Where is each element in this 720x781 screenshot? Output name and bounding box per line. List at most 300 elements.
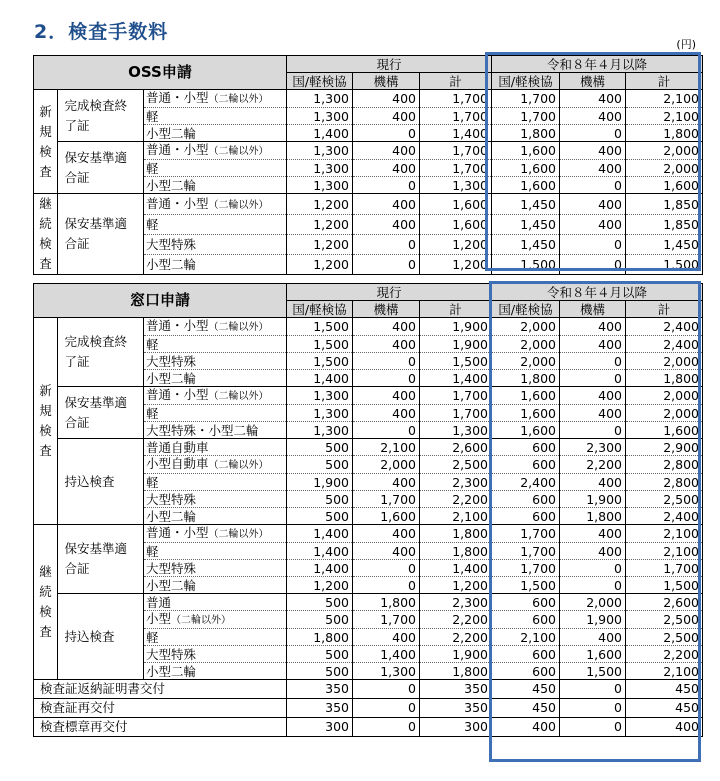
fee-value: 0 [353, 255, 420, 275]
fee-value: 0 [560, 718, 626, 737]
fee-value: 1,700 [420, 405, 492, 422]
vehicle-type [144, 90, 287, 108]
vehicle-type [144, 215, 287, 235]
fee-value: 400 [353, 142, 420, 160]
header-national: 国/軽検協 [287, 301, 353, 318]
fee-value: 1,800 [492, 125, 560, 142]
vehicle-type-note: （二輪以外） [208, 460, 269, 471]
vehicle-type [144, 194, 287, 215]
vehicle-type [144, 160, 287, 177]
vehicle-type-label: 小型 [146, 611, 172, 626]
fee-value: 400 [353, 474, 420, 491]
fee-value: 1,300 [287, 177, 353, 194]
vehicle-type [144, 439, 287, 456]
fee-value: 450 [626, 699, 703, 718]
vehicle-type [144, 353, 287, 370]
fee-value: 1,300 [420, 177, 492, 194]
vehicle-type [144, 611, 287, 629]
header-agency: 機構 [560, 73, 626, 90]
vehicle-type-label: 普通 [146, 594, 172, 610]
certificate-type-label: 持込検査 [64, 628, 115, 644]
fee-value: 600 [492, 611, 560, 629]
fee-value: 2,800 [626, 474, 703, 491]
vehicle-type [144, 336, 287, 353]
fee-value: 2,500 [420, 456, 492, 474]
fee-value: 1,600 [492, 422, 560, 439]
fee-value: 400 [353, 629, 420, 646]
fee-value: 450 [492, 680, 560, 699]
fee-value: 500 [287, 663, 353, 680]
vehicle-type-label: 普通・小型 [146, 387, 209, 402]
fee-value: 0 [353, 125, 420, 142]
fee-value: 1,500 [626, 577, 703, 594]
fee-value: 400 [560, 336, 626, 353]
fee-value: 2,200 [420, 611, 492, 629]
fee-value: 2,000 [626, 405, 703, 422]
table-row [34, 90, 703, 108]
fee-value: 1,800 [560, 508, 626, 525]
vehicle-type-label: 小型二輪 [146, 177, 197, 193]
fee-value: 1,200 [420, 577, 492, 594]
vehicle-type-note: （二輪以外） [208, 322, 269, 333]
fee-value: 1,700 [492, 525, 560, 543]
fee-value: 1,300 [420, 422, 492, 439]
certificate-type-label: 保安基準適合証 [64, 541, 128, 576]
fee-value: 0 [560, 353, 626, 370]
fee-value: 1,400 [287, 560, 353, 577]
vehicle-type-note: （二輪以外） [208, 94, 269, 105]
certificate-type-label: 完成検査終了証 [64, 97, 128, 133]
fee-value: 400 [560, 629, 626, 646]
vehicle-type [144, 108, 287, 125]
certificate-type-label: 保安基準適合証 [64, 149, 128, 185]
vehicle-type-label: 小型二輪 [146, 577, 197, 593]
vehicle-type-label: 大型特殊 [146, 237, 197, 253]
fee-value: 1,700 [492, 543, 560, 560]
fee-value: 0 [353, 353, 420, 370]
fee-value: 500 [287, 456, 353, 474]
page-title: 2．検査手数料 [34, 21, 169, 43]
fee-value: 1,400 [287, 525, 353, 543]
fee-value: 1,500 [420, 353, 492, 370]
vehicle-type-label: 小型二輪 [146, 370, 197, 386]
fee-value: 1,700 [353, 491, 420, 508]
unit-label: (円) [676, 38, 696, 51]
vehicle-type-label: 軽 [146, 405, 159, 421]
fee-value: 1,400 [287, 543, 353, 560]
fee-value: 450 [626, 680, 703, 699]
header-total: 計 [420, 301, 492, 318]
header-national: 国/軽検協 [287, 73, 353, 90]
vehicle-type [144, 422, 287, 439]
inspection-category [34, 90, 58, 194]
vehicle-type-label: 大型特殊 [146, 646, 197, 662]
vehicle-type-label: 軽 [146, 160, 159, 176]
fee-value: 0 [353, 718, 420, 737]
fee-value: 400 [353, 405, 420, 422]
fee-value: 1,200 [287, 255, 353, 275]
fee-value: 300 [420, 718, 492, 737]
fee-value: 1,600 [626, 422, 703, 439]
fee-value: 2,100 [492, 629, 560, 646]
fee-value: 2,400 [492, 474, 560, 491]
inspection-category [34, 194, 58, 275]
fee-value: 1,700 [420, 387, 492, 405]
oss-fee-table [33, 55, 703, 275]
fee-value: 600 [492, 594, 560, 611]
fee-value: 1,800 [492, 370, 560, 387]
fee-value: 500 [287, 646, 353, 663]
fee-value: 400 [560, 108, 626, 125]
inspection-category-text: 新規検査 [39, 383, 52, 458]
vehicle-type [144, 577, 287, 594]
fee-value: 1,600 [492, 160, 560, 177]
vehicle-type [144, 560, 287, 577]
fee-item-label: 検査証返納証明書交付 [34, 680, 287, 699]
fee-value: 0 [560, 560, 626, 577]
header-national: 国/軽検協 [492, 301, 560, 318]
window-fee-table [33, 283, 703, 737]
fee-value: 1,700 [420, 160, 492, 177]
vehicle-type [144, 235, 287, 255]
fee-value: 1,800 [420, 525, 492, 543]
fee-value: 400 [353, 387, 420, 405]
vehicle-type-label: 軽 [146, 474, 159, 490]
fee-value: 1,900 [560, 611, 626, 629]
fee-value: 1,300 [287, 387, 353, 405]
fee-value: 1,700 [492, 560, 560, 577]
vehicle-type-note: （二輪以外） [208, 199, 269, 211]
fee-value: 600 [492, 646, 560, 663]
fee-value: 1,450 [626, 235, 703, 255]
fee-value: 600 [492, 508, 560, 525]
header-agency: 機構 [560, 301, 626, 318]
fee-value: 0 [353, 370, 420, 387]
fee-value: 1,700 [492, 108, 560, 125]
fee-value: 1,300 [287, 160, 353, 177]
inspection-category [34, 318, 58, 525]
fee-value: 0 [353, 422, 420, 439]
fee-value: 2,000 [353, 456, 420, 474]
vehicle-type-label: 軽 [146, 543, 159, 559]
fee-value: 1,600 [492, 142, 560, 160]
header-current: 現行 [287, 284, 492, 301]
certificate-type [58, 439, 144, 525]
fee-value: 0 [560, 177, 626, 194]
vehicle-type-note: （二輪以外） [208, 146, 269, 157]
vehicle-type [144, 474, 287, 491]
vehicle-type [144, 508, 287, 525]
fee-value: 2,500 [626, 491, 703, 508]
vehicle-type [144, 405, 287, 422]
fee-value: 2,200 [560, 456, 626, 474]
fee-value: 400 [626, 718, 703, 737]
fee-value: 1,700 [420, 142, 492, 160]
fee-value: 0 [560, 235, 626, 255]
vehicle-type-label: 軽 [146, 629, 159, 645]
fee-value: 1,400 [420, 560, 492, 577]
fee-value: 1,700 [420, 90, 492, 108]
fee-value: 2,200 [420, 491, 492, 508]
fee-value: 1,200 [287, 215, 353, 235]
fee-value: 500 [287, 491, 353, 508]
fee-value: 0 [560, 255, 626, 275]
fee-value: 2,100 [420, 508, 492, 525]
vehicle-type [144, 456, 287, 474]
fee-value: 0 [560, 370, 626, 387]
fee-value: 2,000 [492, 318, 560, 336]
vehicle-type [144, 663, 287, 680]
fee-value: 0 [560, 422, 626, 439]
table-row [34, 525, 703, 543]
section-heading: 窓口申請 [34, 284, 287, 318]
header-total: 計 [626, 73, 703, 90]
vehicle-type-note: （二輪以外） [171, 615, 232, 626]
fee-value: 1,800 [420, 543, 492, 560]
fee-value: 1,600 [492, 405, 560, 422]
vehicle-type-label: 軽 [146, 108, 159, 124]
vehicle-type [144, 142, 287, 160]
table-row [34, 718, 703, 737]
fee-value: 1,800 [626, 125, 703, 142]
fee-value: 0 [560, 680, 626, 699]
fee-value: 400 [560, 405, 626, 422]
fee-value: 1,600 [492, 177, 560, 194]
vehicle-type-label: 軽 [146, 217, 159, 233]
fee-value: 1,500 [287, 318, 353, 336]
fee-value: 400 [353, 543, 420, 560]
fee-value: 2,000 [626, 160, 703, 177]
fee-value: 1,600 [420, 215, 492, 235]
fee-value: 1,300 [287, 142, 353, 160]
inspection-category-text: 新規検査 [39, 103, 52, 179]
header-future: 令和８年４月以降 [492, 284, 703, 301]
fee-value: 2,200 [420, 629, 492, 646]
fee-value: 2,000 [560, 594, 626, 611]
fee-value: 400 [560, 474, 626, 491]
fee-value: 1,900 [420, 646, 492, 663]
certificate-type-label: 保安基準適合証 [64, 216, 128, 251]
fee-value: 1,200 [420, 255, 492, 275]
fee-value: 2,200 [626, 646, 703, 663]
fee-value: 2,100 [626, 90, 703, 108]
certificate-type [58, 194, 144, 275]
fee-value: 400 [353, 194, 420, 215]
vehicle-type [144, 491, 287, 508]
fee-value: 1,900 [420, 318, 492, 336]
header-total: 計 [420, 73, 492, 90]
fee-value: 1,300 [287, 108, 353, 125]
certificate-type [58, 594, 144, 680]
fee-value: 1,700 [492, 90, 560, 108]
inspection-category-text: 継続検査 [39, 196, 52, 271]
header-agency: 機構 [353, 301, 420, 318]
fee-value: 2,000 [492, 336, 560, 353]
vehicle-type-label: 小型二輪 [146, 125, 197, 141]
vehicle-type-label: 普通・小型 [146, 318, 209, 333]
fee-value: 400 [560, 387, 626, 405]
fee-value: 1,400 [287, 125, 353, 142]
fee-value: 0 [560, 699, 626, 718]
fee-value: 2,300 [560, 439, 626, 456]
certificate-type-label: 保安基準適合証 [64, 394, 128, 430]
vehicle-type [144, 543, 287, 560]
fee-value: 2,100 [626, 108, 703, 125]
fee-value: 2,600 [626, 594, 703, 611]
fee-value: 350 [287, 680, 353, 699]
certificate-type [58, 387, 144, 439]
vehicle-type-label: 大型特殊 [146, 560, 197, 576]
header-national: 国/軽検協 [492, 73, 560, 90]
table-row [34, 318, 703, 336]
fee-value: 400 [353, 215, 420, 235]
fee-value: 1,200 [287, 194, 353, 215]
table-row [34, 680, 703, 699]
vehicle-type-label: 小型二輪 [146, 257, 197, 273]
certificate-type [58, 525, 144, 594]
header-agency: 機構 [353, 73, 420, 90]
fee-value: 1,450 [492, 235, 560, 255]
certificate-type-label: 完成検査終了証 [64, 334, 128, 369]
fee-value: 300 [287, 718, 353, 737]
fee-value: 1,800 [353, 594, 420, 611]
fee-item-label: 検査標章再交付 [34, 718, 287, 737]
fee-value: 2,500 [626, 629, 703, 646]
fee-value: 400 [353, 318, 420, 336]
vehicle-type [144, 370, 287, 387]
fee-value: 2,600 [420, 439, 492, 456]
fee-value: 1,700 [626, 560, 703, 577]
certificate-type [58, 90, 144, 142]
fee-value: 1,600 [420, 194, 492, 215]
table-row [34, 194, 703, 215]
fee-value: 400 [353, 160, 420, 177]
vehicle-type [144, 525, 287, 543]
fee-value: 2,800 [626, 456, 703, 474]
header-future: 令和８年４月以降 [492, 56, 703, 73]
fee-value: 0 [353, 577, 420, 594]
header-current: 現行 [287, 56, 492, 73]
fee-value: 350 [287, 699, 353, 718]
fee-value: 1,700 [420, 108, 492, 125]
fee-value: 600 [492, 663, 560, 680]
fee-value: 1,800 [287, 629, 353, 646]
vehicle-type [144, 594, 287, 611]
fee-value: 1,900 [420, 336, 492, 353]
fee-value: 1,500 [560, 663, 626, 680]
vehicle-type-label: 軽 [146, 336, 159, 352]
fee-value: 1,850 [626, 194, 703, 215]
fee-value: 1,600 [626, 177, 703, 194]
fee-value: 1,600 [492, 387, 560, 405]
fee-value: 2,000 [626, 142, 703, 160]
fee-value: 1,500 [492, 255, 560, 275]
vehicle-type-label: 普通・小型 [146, 142, 209, 157]
vehicle-type-label: 小型二輪 [146, 663, 197, 679]
fee-value: 2,300 [420, 594, 492, 611]
vehicle-type [144, 318, 287, 336]
certificate-type [58, 142, 144, 194]
fee-value: 1,200 [287, 235, 353, 255]
fee-value: 1,400 [287, 370, 353, 387]
fee-value: 1,300 [287, 422, 353, 439]
fee-value: 600 [492, 491, 560, 508]
fee-value: 1,400 [420, 125, 492, 142]
fee-value: 0 [560, 577, 626, 594]
fee-value: 400 [560, 215, 626, 235]
vehicle-type [144, 646, 287, 663]
fee-value: 400 [560, 160, 626, 177]
fee-value: 1,500 [287, 353, 353, 370]
fee-value: 2,000 [626, 353, 703, 370]
fee-value: 1,200 [420, 235, 492, 255]
table-row [34, 142, 703, 160]
fee-value: 600 [492, 456, 560, 474]
fee-value: 1,300 [287, 90, 353, 108]
fee-value: 400 [560, 142, 626, 160]
fee-value: 500 [287, 508, 353, 525]
table-row [34, 594, 703, 611]
fee-value: 1,800 [420, 663, 492, 680]
fee-value: 0 [353, 177, 420, 194]
fee-value: 1,850 [626, 215, 703, 235]
fee-value: 400 [353, 108, 420, 125]
fee-value: 400 [492, 718, 560, 737]
vehicle-type [144, 125, 287, 142]
section-heading: OSS申請 [34, 56, 287, 90]
vehicle-type-note: （二輪以外） [208, 529, 269, 540]
fee-value: 500 [287, 611, 353, 629]
table-row [34, 387, 703, 405]
fee-value: 0 [353, 560, 420, 577]
fee-value: 2,000 [626, 387, 703, 405]
table-row [34, 699, 703, 718]
fee-value: 1,300 [353, 663, 420, 680]
fee-value: 500 [287, 594, 353, 611]
fee-value: 1,450 [492, 215, 560, 235]
fee-value: 400 [560, 194, 626, 215]
fee-value: 2,900 [626, 439, 703, 456]
fee-value: 350 [420, 680, 492, 699]
fee-value: 2,100 [353, 439, 420, 456]
header-total: 計 [626, 301, 703, 318]
fee-value: 0 [353, 235, 420, 255]
table-row [34, 439, 703, 456]
vehicle-type-label: 小型二輪 [146, 508, 197, 524]
vehicle-type-label: 大型特殊 [146, 353, 197, 369]
fee-value: 2,300 [420, 474, 492, 491]
vehicle-type-note: （二輪以外） [208, 391, 269, 402]
fee-value: 450 [492, 699, 560, 718]
fee-value: 400 [353, 336, 420, 353]
fee-value: 1,300 [287, 405, 353, 422]
fee-value: 600 [492, 439, 560, 456]
fee-value: 1,900 [560, 491, 626, 508]
fee-value: 400 [560, 525, 626, 543]
vehicle-type [144, 387, 287, 405]
vehicle-type-label: 普通・小型 [146, 525, 209, 540]
fee-value: 1,500 [626, 255, 703, 275]
fee-value: 350 [420, 699, 492, 718]
vehicle-type-label: 普通自動車 [146, 439, 209, 455]
fee-value: 1,700 [353, 611, 420, 629]
fee-value: 400 [353, 525, 420, 543]
fee-value: 400 [560, 90, 626, 108]
fee-value: 400 [560, 543, 626, 560]
fee-value: 1,400 [420, 370, 492, 387]
fee-value: 0 [560, 125, 626, 142]
certificate-type-label: 持込検査 [64, 473, 115, 489]
